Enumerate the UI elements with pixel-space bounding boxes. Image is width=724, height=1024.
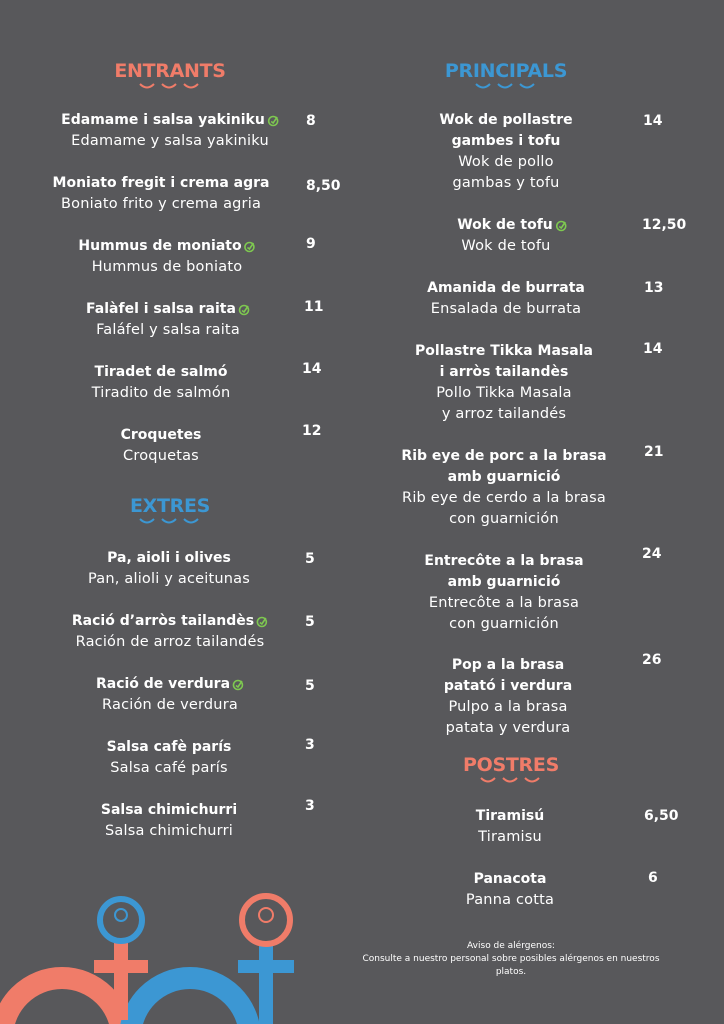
menu-item	[78, 236, 255, 278]
menu-item	[92, 362, 231, 404]
dish-price: 5	[305, 551, 315, 567]
dish-price: 3	[305, 798, 315, 814]
dish-price: 6	[648, 870, 658, 886]
dish-price: 13	[644, 280, 664, 296]
dish-name-catalan: Moniato fregit i crema agra	[52, 175, 270, 191]
vegan-leaf-icon	[555, 220, 567, 232]
dish-name-catalan: Pa, aioli i olives	[107, 550, 231, 566]
dish-name-catalan: Salsa cafè parís	[106, 739, 232, 755]
dish-name-spanish: Panna cotta	[465, 892, 555, 908]
menu-item	[121, 425, 202, 467]
dish-name-spanish-line2: con guarnición	[449, 511, 559, 527]
vegan-leaf-icon	[244, 241, 256, 253]
dish-name-spanish-line2: y arroz tailandés	[441, 406, 567, 422]
dish-name-catalan: Amanida de burrata	[427, 280, 585, 296]
allergen-notice-line1: Consulte a nuestro personal sobre posibles alérgenos en nuestros	[362, 954, 660, 964]
vegan-leaf-icon	[238, 304, 250, 316]
dish-name-catalan: Panacota	[473, 871, 547, 887]
dish-name-spanish-line2: gambas y tofu	[452, 175, 560, 191]
dish-name-spanish: Edamame y salsa yakiniku	[71, 133, 269, 149]
dish-name-catalan: Tiradet de salmó	[94, 364, 228, 380]
extres-heading: EXTRES	[129, 495, 211, 517]
dish-name-spanish: Salsa café parís	[110, 760, 228, 776]
menu-item	[427, 278, 585, 320]
dish-price: 26	[642, 652, 662, 668]
menu-item	[53, 173, 270, 215]
dish-price: 21	[644, 444, 664, 460]
dish-name-catalan: Wok de tofu	[457, 217, 553, 233]
menu-item	[61, 110, 279, 152]
vegan-leaf-icon	[267, 115, 279, 127]
dish-name-spanish: Rib eye de cerdo a la brasa	[402, 490, 606, 506]
menu-item	[96, 674, 244, 716]
dish-name-spanish-line2: con guarnición	[449, 616, 559, 632]
allergen-notice-title: Aviso de alérgenos:	[467, 941, 555, 951]
dish-price: 3	[305, 737, 315, 753]
dish-price: 14	[643, 341, 663, 357]
dish-price: 5	[305, 614, 315, 630]
dish-price: 14	[302, 361, 322, 377]
menu-item	[444, 655, 572, 739]
logo-graphic	[0, 880, 310, 1024]
menu-item	[476, 806, 544, 848]
dish-name-spanish: Faláfel y salsa raita	[96, 322, 240, 338]
vegan-leaf-icon	[256, 616, 268, 628]
dish-name-catalan-line2: i arròs tailandès	[439, 364, 569, 380]
dish-name-spanish: Entrecôte a la brasa	[428, 595, 580, 611]
dish-name-spanish: Pollo Tikka Masala	[436, 385, 572, 401]
entrants-heading: ENTRANTS	[114, 60, 226, 82]
dish-name-catalan: Rib eye de porc a la brasa	[401, 448, 607, 464]
dish-name-spanish: Pulpo a la brasa	[448, 699, 568, 715]
menu-item	[424, 551, 583, 635]
dish-name-catalan: Pop a la brasa	[451, 657, 565, 673]
dish-name-spanish: Pan, alioli y aceitunas	[88, 571, 250, 587]
dish-price: 11	[304, 299, 324, 315]
dish-price: 5	[305, 678, 315, 694]
dish-name-spanish: Wok de pollo	[458, 154, 554, 170]
dish-name-catalan: Ració d’arròs tailandès	[71, 613, 255, 629]
dish-price: 24	[642, 546, 662, 562]
dish-price: 8	[306, 113, 316, 129]
dish-name-spanish: Hummus de boniato	[91, 259, 243, 275]
dish-name-spanish: Tiramisu	[478, 829, 542, 845]
extres-wave-decoration	[138, 517, 202, 525]
dish-price: 9	[306, 236, 316, 252]
menu-item	[439, 110, 572, 194]
dish-price: 12	[302, 423, 322, 439]
dish-name-catalan: Salsa chimichurri	[100, 802, 238, 818]
dish-name-catalan-line2: amb guarnició	[447, 574, 561, 590]
dish-name-catalan-line2: patató i verdura	[443, 678, 573, 694]
menu-item	[466, 869, 554, 911]
dish-name-catalan: Entrecôte a la brasa	[424, 553, 584, 569]
dish-name-catalan: Croquetes	[120, 427, 202, 443]
principals-heading: PRINCIPALS	[444, 60, 568, 82]
dish-name-catalan-line2: amb guarnició	[447, 469, 561, 485]
dish-name-spanish: Ensalada de burrata	[430, 301, 582, 317]
dish-price: 12,50	[642, 217, 687, 233]
entrants-wave-decoration	[138, 82, 202, 90]
dish-name-spanish: Croquetas	[123, 448, 199, 464]
dish-price: 14	[643, 113, 663, 129]
dish-name-catalan: Falàfel i salsa raita	[86, 301, 236, 317]
dish-name-spanish: Boniato frito y crema agria	[60, 196, 262, 212]
dish-name-catalan-line2: gambes i tofu	[451, 133, 561, 149]
allergen-notice-line2: platos.	[495, 967, 527, 977]
menu-item	[101, 800, 237, 842]
dish-name-spanish: Ración de verdura	[102, 697, 238, 713]
postres-wave-decoration	[479, 776, 543, 784]
dish-price: 6,50	[644, 808, 679, 824]
postres-heading: POSTRES	[463, 754, 559, 776]
dish-name-catalan: Tiramisú	[475, 808, 545, 824]
dish-name-catalan: Pollastre Tikka Masala	[415, 343, 593, 359]
menu-item	[88, 548, 250, 590]
dish-name-catalan: Hummus de moniato	[78, 238, 242, 254]
dish-name-catalan: Wok de pollastre	[439, 112, 573, 128]
menu-item	[401, 446, 606, 530]
menu-item	[457, 215, 567, 257]
menu-item	[72, 611, 268, 653]
principals-wave-decoration	[474, 82, 538, 90]
allergen-notice	[341, 940, 681, 979]
dish-name-spanish: Salsa chimichurri	[105, 823, 233, 839]
menu-item	[415, 341, 593, 425]
dish-name-spanish: Ración de arroz tailandés	[75, 634, 265, 650]
dish-price: 8,50	[306, 178, 341, 194]
dish-name-spanish: Tiradito de salmón	[91, 385, 231, 401]
menu-item	[107, 737, 232, 779]
dish-name-catalan: Ració de verdura	[95, 676, 231, 692]
menu-item	[86, 299, 250, 341]
vegan-leaf-icon	[232, 679, 244, 691]
dish-name-spanish-line2: patata y verdura	[445, 720, 571, 736]
dish-name-spanish: Wok de tofu	[461, 238, 551, 254]
dish-name-catalan: Edamame i salsa yakiniku	[61, 112, 265, 128]
